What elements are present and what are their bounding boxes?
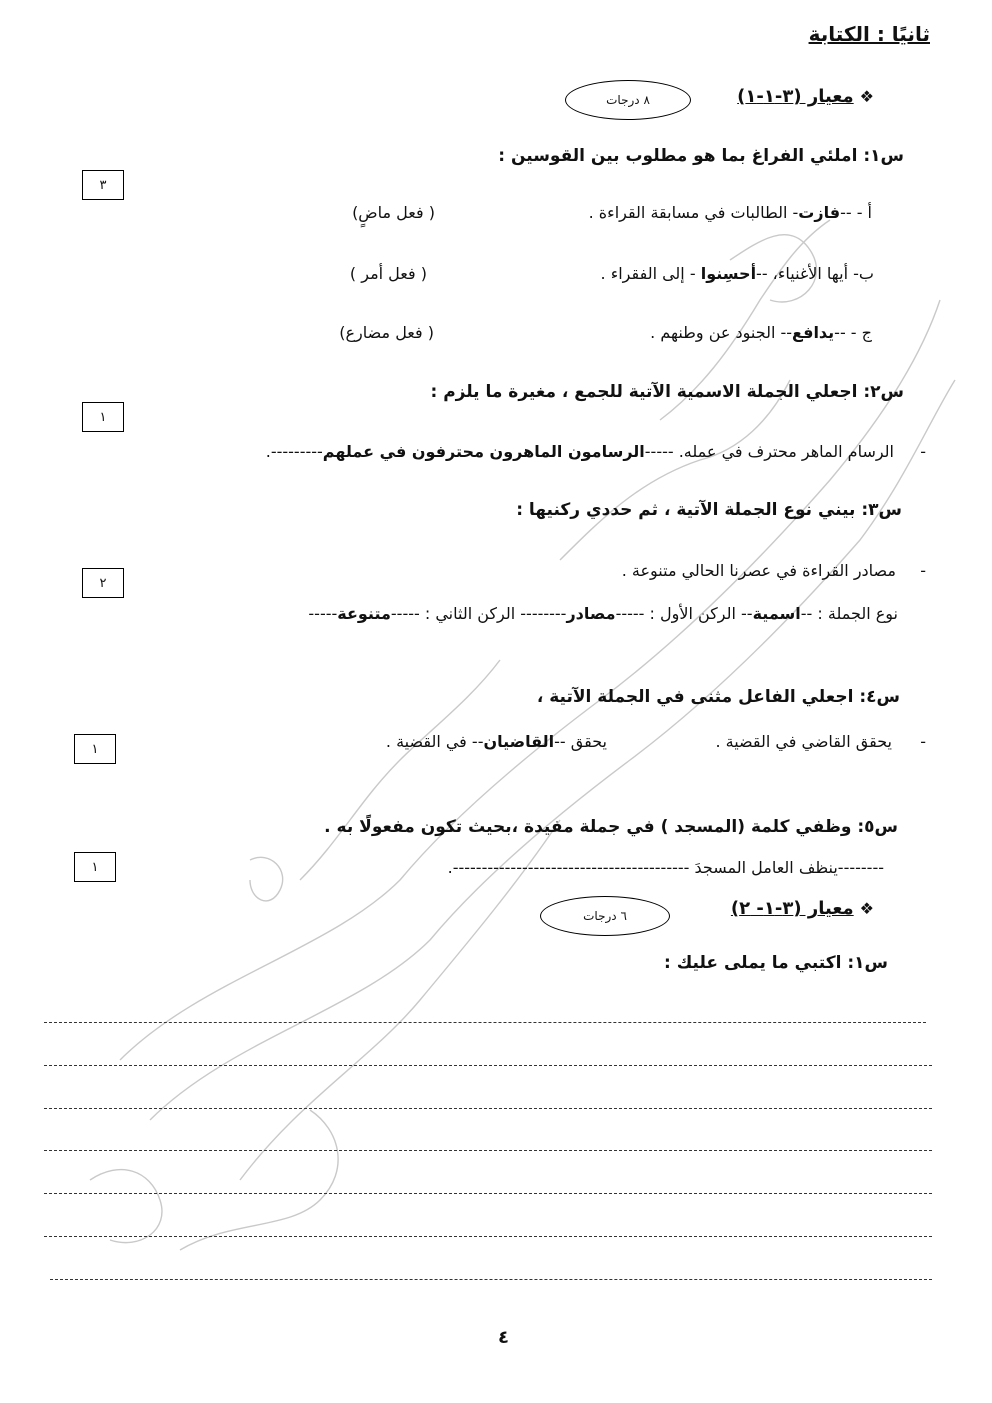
writing-line[interactable]	[44, 1065, 932, 1066]
criterion-1-label: معيار (٣-١-١)	[737, 86, 854, 107]
q1-item-b-hint: ( فعل أمر )	[349, 264, 427, 283]
q1-item-a-answer: فازت	[798, 203, 841, 222]
q4-sentence: يحقق القاضي في القضية .	[715, 732, 892, 751]
q1-item-c-hint: ( فعل مضارع)	[339, 323, 434, 342]
q2-score-box: ١	[82, 402, 124, 432]
diamond-bullet-icon: ❖	[859, 899, 874, 918]
q4-answer: يحقق --القاضيان-- في القضية .	[385, 732, 607, 751]
q2-sentence: الرسام الماهر محترف في عمله. -----الرسامون الماهرون محترفون في عملهم---------.	[265, 442, 894, 461]
q4-answer-word: القاضيان	[483, 732, 555, 751]
q4-score-box: ١	[74, 734, 116, 764]
q2-answer: الرسامون الماهرون محترفون في عملهم	[322, 442, 645, 461]
q4-bullet: -	[920, 732, 926, 751]
q1-score-box: ٣	[82, 170, 124, 200]
q3-second-answer: متنوعة	[337, 604, 391, 623]
q3-bullet: -	[920, 561, 926, 580]
q2-bullet: -	[920, 442, 926, 461]
q3-type-answer: اسمية	[752, 604, 801, 623]
section-title: ثانيًا : الكتابة	[808, 22, 930, 46]
criterion-2-label: معيار (٣-١- ٢)	[730, 898, 854, 919]
writing-line[interactable]	[44, 1150, 932, 1151]
q5-score-box: ١	[74, 852, 116, 882]
q1-prompt: س١: املئي الفراغ بما هو مطلوب بين القوسين :	[498, 146, 904, 166]
q3-first-answer: مصادر	[566, 604, 616, 623]
criterion-2	[731, 898, 874, 919]
q6-prompt: س١: اكتبي ما يملى عليك :	[664, 953, 888, 973]
q5-prompt: س٥: وظفي كلمة (المسجد ) في جملة مفيدة ،بحيث تكون مفعولًا به .	[324, 817, 898, 837]
page-number: ٤	[498, 1327, 509, 1348]
writing-line[interactable]	[44, 1236, 932, 1237]
q4-prompt: س٤: اجعلي الفاعل مثنى في الجملة الآتية ،	[536, 687, 900, 707]
q1-item-c-answer: يدافع	[792, 323, 835, 342]
criterion-1-marks: ٨ درجات	[565, 80, 691, 120]
writing-line[interactable]	[44, 1022, 926, 1023]
q2-prompt: س٢: اجعلي الجملة الاسمية الآتية للجمع ، مغيرة ما يلزم :	[430, 382, 904, 402]
q3-sentence: مصادر القراءة في عصرنا الحالي متنوعة .	[621, 561, 896, 580]
criterion-1	[737, 86, 874, 107]
q1-item-c: ج - --يدافع-- الجنود عن وطنهم .	[650, 323, 872, 342]
q1-item-b: ب- أيها الأغنياء، --أحسِنوا - إلى الفقراء .	[600, 264, 874, 283]
q5-answer: --------ينظف العامل المسجدَ -----------------------------------------.	[447, 858, 884, 877]
diamond-bullet-icon: ❖	[859, 87, 874, 106]
q1-item-a: أ - --فازت- الطالبات في مسابقة القراءة .	[588, 203, 872, 222]
writing-line[interactable]	[44, 1108, 932, 1109]
writing-line[interactable]	[50, 1279, 932, 1280]
q1-item-b-answer: أحسِنوا	[700, 264, 757, 283]
q3-score-box: ٢	[82, 568, 124, 598]
criterion-2-marks: ٦ درجات	[540, 896, 670, 936]
q1-item-a-hint: ( فعل ماضٍ)	[352, 203, 435, 222]
q3-prompt: س٣: بيني نوع الجملة الآتية ، ثم حددي ركنيها :	[516, 500, 902, 520]
q3-answer-line: نوع الجملة : --اسمية-- الركن الأول : -----مصادر-------- الركن الثاني : -----متنوعة-----	[308, 604, 898, 623]
writing-line[interactable]	[44, 1193, 932, 1194]
